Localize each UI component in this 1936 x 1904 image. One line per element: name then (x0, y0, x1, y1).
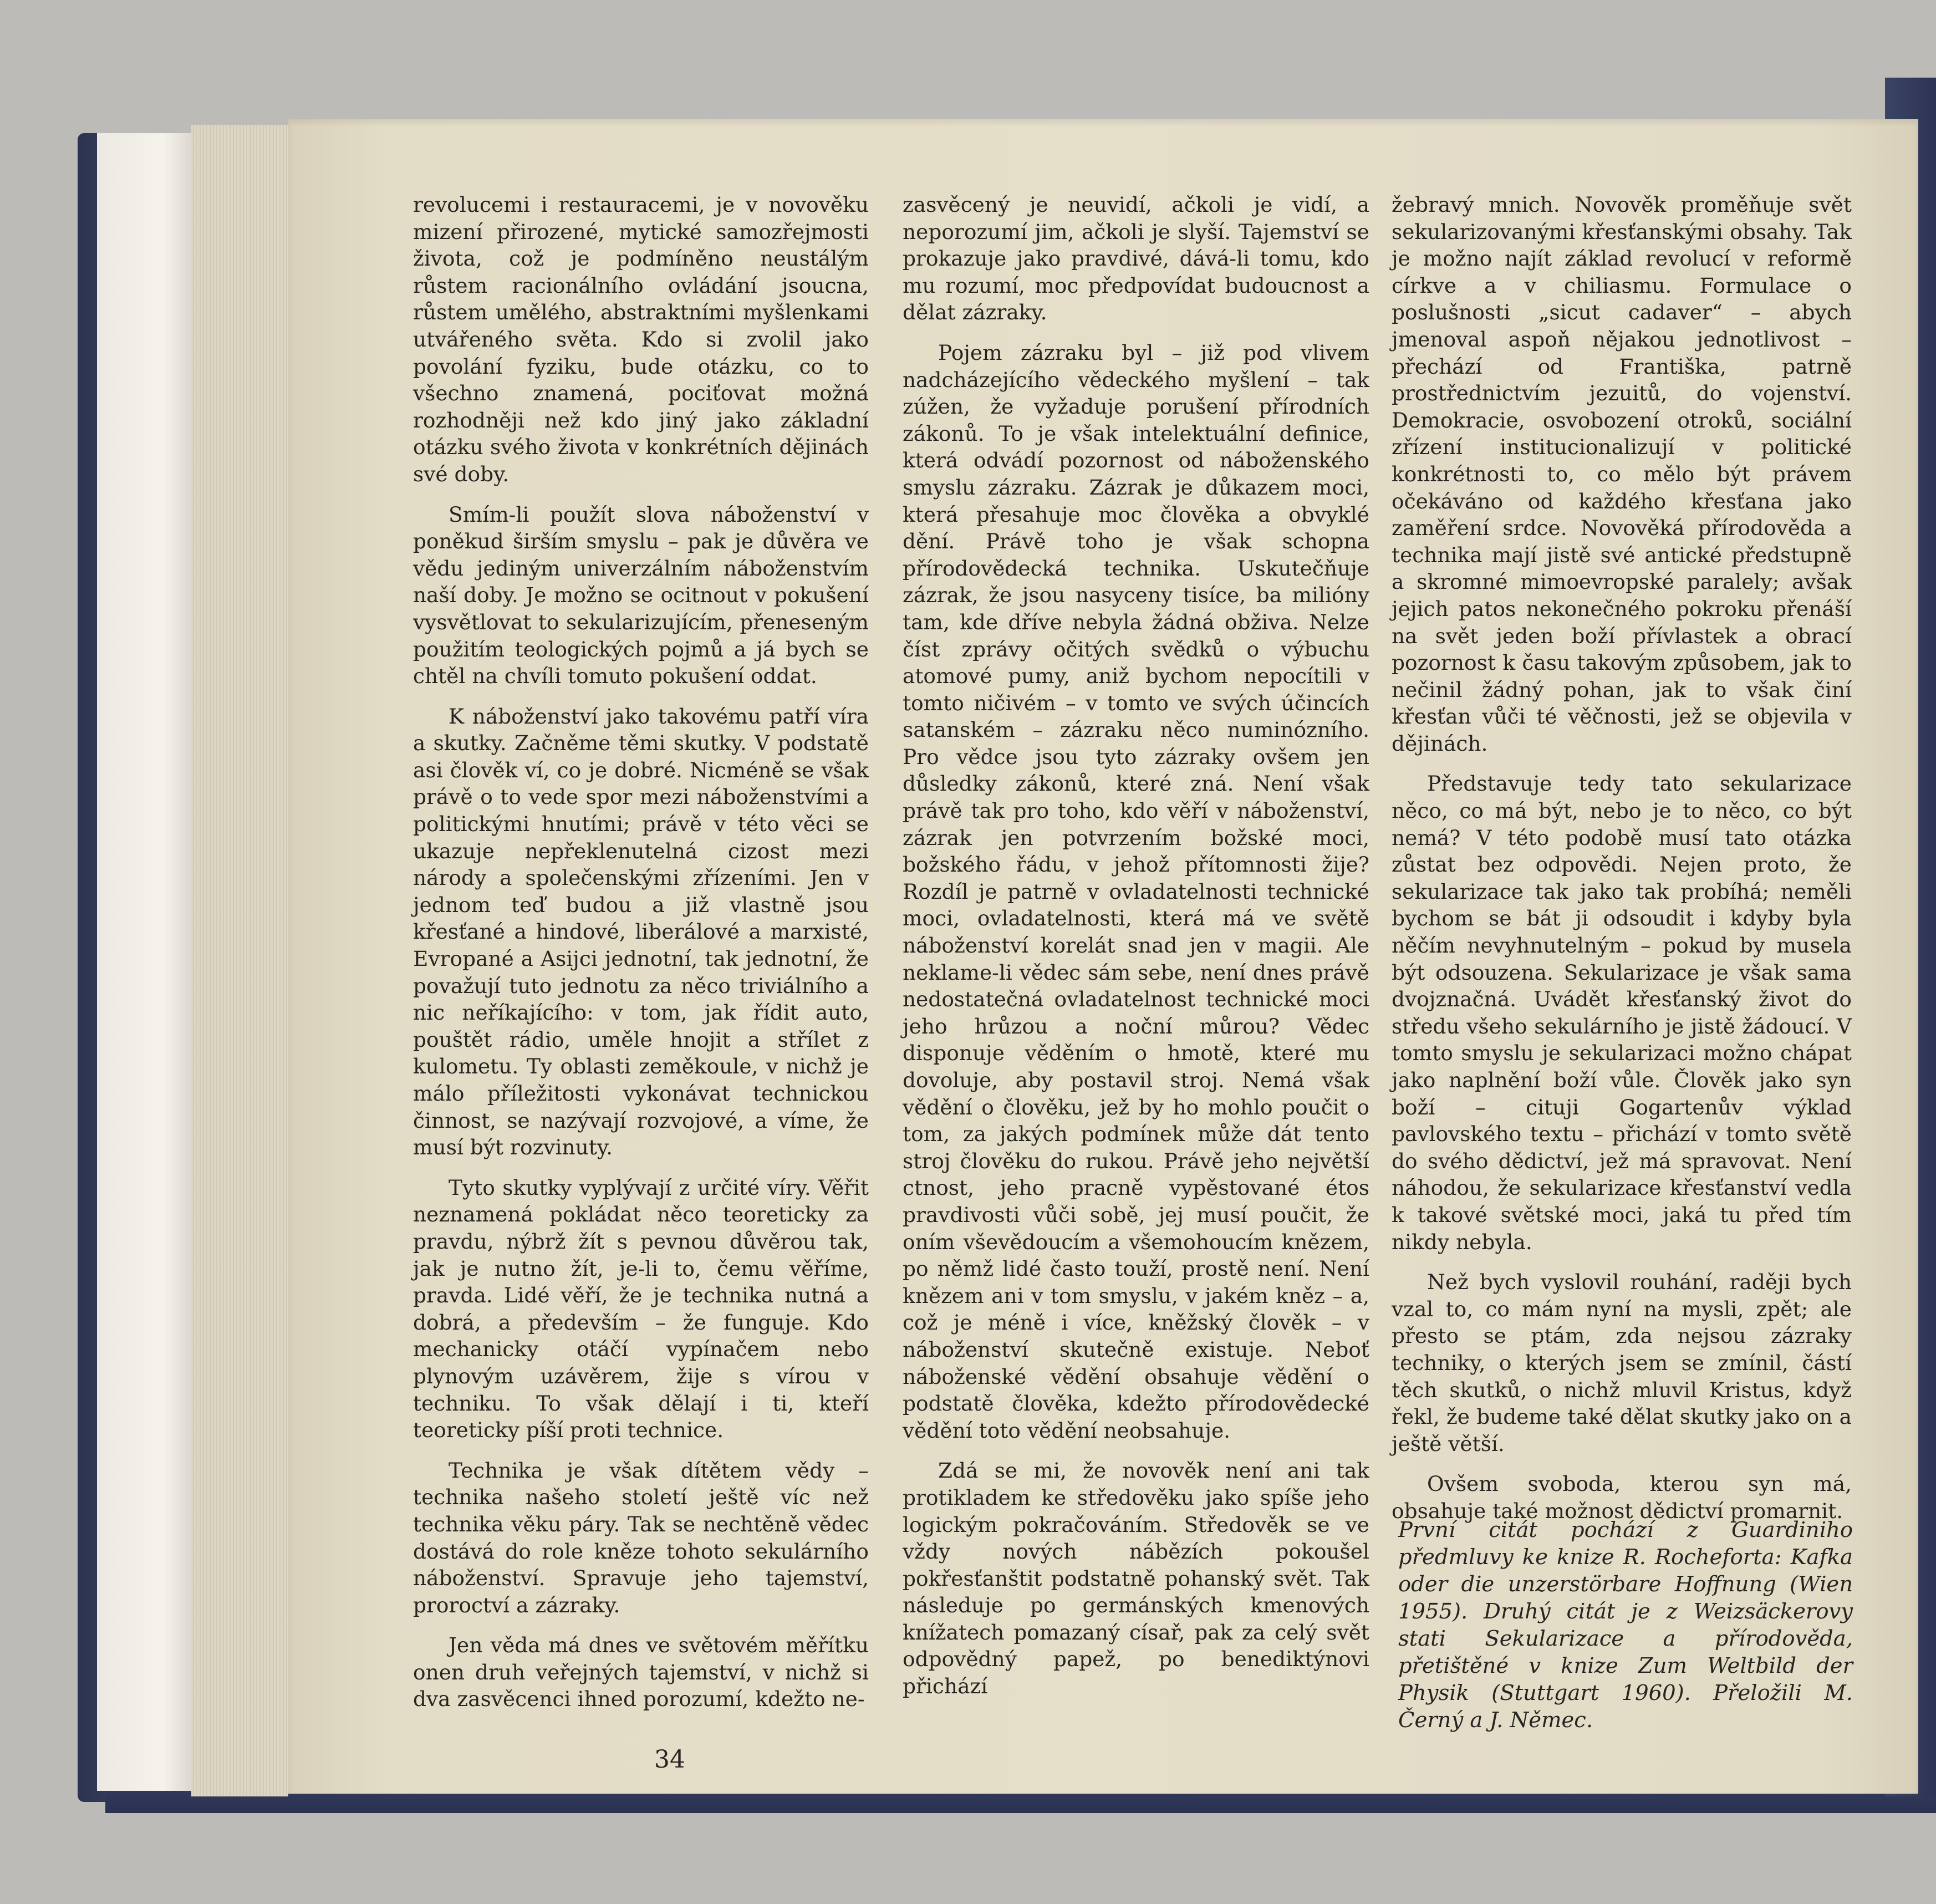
paragraph: Tyto skutky vyplývají z určité víry. Věřit neznamená pokládat něco teoreticky za pravdu, nýbrž žít s pevnou důvěrou tak, jak je nutno žít, je-li to, čemu věříme, pravda. Lidé věří, že je technika nutná a dobrá, a především – že funguje. Kdo mechanicky otáčí vypínačem nebo plynovým uzávěrem, žije s vírou v techniku. To však dělají i ti, kteří teoreticky píší proti technice. (413, 1175, 869, 1443)
paragraph: Představuje tedy tato sekularizace něco, co má být, nebo je to něco, co být nemá? V této podobě musí tato otázka zůstat bez odpovědi. Nejen proto, že sekularizace tak jako tak probíhá; neměli bychom se bát ji odsoudit i kdyby byla něčím nevyhnutelným – pokud by musela být odsouzena. Sekularizace je však sama dvojznačná. Uvádět křesťanský život do středu všeho sekulárního je jistě žádoucí. V tomto smyslu je sekularizaci možno chápat jako naplnění boží vůle. Člověk jako syn boží – cituji Gogartenův výklad pavlovského textu – přichází v tomto světě do svého dědictví, jež má spravovat. Není náhodou, že sekularizace křesťanství vedla k takové světské moci, jaká tu před tím nikdy nebyla. (1392, 771, 1852, 1254)
paragraph: Technika je však dítětem vědy – technika našeho století ještě víc než technika věku páry. Tak se nechtěně vědec dostává do role kněze tohoto sekulárního náboženství. Spravuje jeho tajemství, proroctví a zázraky. (413, 1458, 869, 1617)
page-number: 34 (654, 1745, 685, 1774)
paragraph: žebravý mnich. Novověk proměňuje svět sekularizovanými křesťanskými obsahy. Tak je možno najít základ revolucí v reformě církve a v chiliasmu. Formulace o poslušnosti „sicut cadaver“ – abych jmenoval aspoň nějakou jednotlivost – přechází od Františka, patrně prostřednictvím jezuitů, do vojenství. Demokracie, osvobození otroků, sociální zřízení institucionalizují v politické konkrétnosti to, co mělo být právem očekáváno od každého křesťana jako zaměření srdce. Novověká přírodověda a technika mají jistě své antické předstupně a skromné mimoevropské paralely; avšak jejich patos nekonečného pokroku přenáší na svět jeden boží přívlastek a obrací pozornost k času takovým způsobem, jak to nečinil žádný pohan, jak to však činí křesťan vůči té věčnosti, jež se objevila v dějinách. (1392, 192, 1852, 756)
paragraph: Smím-li použít slova náboženství v poněkud širším smyslu – pak je důvěra ve vědu jediným univerzálním náboženstvím naší doby. Je možno se ocitnout v pokušení vysvětlovat to sekularizujícím, přeneseným použitím teologických pojmů a já bych se chtěl na chvíli tomuto pokušení oddat. (413, 502, 869, 689)
page-stack-edges (191, 125, 288, 1796)
paragraph: zasvěcený je neuvidí, ačkoli je vidí, a neporozumí jim, ačkoli je slyší. Tajemství se prokazuje jako pravdivé, dává-li tomu, kdo mu rozumí, moc předpovídat budoucnost a dělat zázraky. (903, 192, 1369, 325)
paragraph: revolucemi i restauracemi, je v novověku mizení přirozené, mytické samozřejmosti života, což je podmíněno neustálým růstem racionálního ovládání jsoucna, růstem umělého, abstraktními myšlenkami utvářeného světa. Kdo si zvolil jako povolání fyziku, bude otázku, co to všechno znamená, pociťovat možná rozhodněji než kdo jiný jako základní otázku svého života v konkrétních dějinách své doby. (413, 192, 869, 486)
text-column-2 (903, 191, 1369, 1700)
paragraph: Pojem zázraku byl – již pod vlivem nadcházejícího vědeckého myšlení – tak zúžen, že vyžaduje porušení přírodních zákonů. To je však intelektuální definice, která odvádí pozornost od náboženského smyslu zázraku. Zázrak je důkazem moci, která přesahuje moc člověka a obvyklé dění. Právě toho je však schopna přírodovědecká technika. Uskutečňuje zázrak, že jsou nasyceny tisíce, ba milióny tam, kde dříve nebyla žádná obživa. Nelze číst zprávy očitých svědků o výbuchu atomové pumy, aniž bychom nepocítili v tomto ničivém – v tomto ve svých účincích satanském – zázraku něco numinózního. Pro vědce jsou tyto zázraky ovšem jen důsledky zákonů, které zná. Není však právě tak pro toho, kdo věří v náboženství, zázrak jen potvrzením božské moci, božského řádu, v jehož přítomnosti žije? Rozdíl je patrně v ovladatelnosti technické moci, ovladatelnosti, která má ve světě náboženství korelát snad jen v magii. Ale neklame-li vědec sám sebe, není dnes právě nedostatečná ovladatelnost technické moci jeho hrůzou a noční můrou? Vědec disponuje věděním o hmotě, které mu dovoluje, aby postavil stroj. Nemá však vědění o člověku, jež by ho mohlo poučit o tom, za jakých podmínek může dát tento stroj člověku do rukou. Právě jeho největší ctnost, jeho pracně vypěstované étos pravdivosti vůči sobě, jej musí poučit, že oním vševědoucím a všemohoucím knězem, po němž lidé často touží, prostě není. Není knězem ani v tom smyslu, v jakém kněz – a, což je méně i více, kněžský člověk – v náboženství skutečně existuje. Neboť náboženské vědění obsahuje vědění o podstatě člověka, kdežto přírodovědecké vědění toto vědění neobsahuje. (903, 340, 1369, 1443)
paragraph: Jen věda má dnes ve světovém měřítku onen druh veřejných tajemství, v nichž si dva zasvěcenci ihned porozumí, kdežto ne- (413, 1633, 869, 1712)
text-column-1 (413, 191, 869, 1713)
paragraph: K náboženství jako takovému patří víra a skutky. Začněme těmi skutky. V podstatě asi člověk ví, co je dobré. Nicméně se však právě o to vede spor mezi náboženstvími a politickými hnutími; právě v této věci se ukazuje nepřeklenutelná cizost mezi národy a společenskými zřízeními. Jen v jednom teď budou a již vlastně jsou křesťané a hindové, liberálové a marxisté, Evropané a Asijci jednotní, tak jednotní, že považují tuto jednotu za něco triviálního a nic neříkajícího: v tom, jak řídit auto, pouštět rádio, uměle hnojit a střílet z kulometu. Ty oblasti zeměkoule, v nichž je málo příležitosti vykonávat technickou činnost, se nazývají rozvojové, a víme, že musí být rozvinuty. (413, 704, 869, 1160)
paragraph: Ovšem svoboda, kterou syn má, obsahuje také možnost dědictví promarnit. (1392, 1472, 1852, 1523)
facing-page-edge (97, 133, 191, 1791)
text-column-3 (1392, 191, 1852, 1525)
paragraph: Než bych vyslovil rouhání, raději bych vzal to, co mám nyní na mysli, zpět; ale přesto se ptám, zda nejsou zázraky techniky, o kterých jsem se zmínil, částí těch skutků, o nichž mluvil Kristus, když řekl, že budeme také dělat skutky jako on a ještě větší. (1392, 1270, 1852, 1456)
paragraph: Zdá se mi, že novověk není ani tak protikladem ke středověku jako spíše jeho logickým pokračováním. Středověk se ve vždy nových nábězích pokoušel pokřesťanštit podstatně pohanský svět. Tak následuje po germánských kmenových knížatech pomazaný císař, pak za celý svět odpovědný papež, po benediktýnovi přichází (903, 1458, 1369, 1699)
source-note: První citát pochází z Guardiniho předmluvy ke knize R. Rochefortа: Kafka oder die unzerstörbare Hoffnung (Wien 1955). Druhý citát je z Weizsäckerovy stati Sekularizace a přírodověda, přetištěné v knize Zum Weltbild der Physik (Stuttgart 1960). Přeložili M. Černý a J. Němec. (1398, 1518, 1853, 1733)
